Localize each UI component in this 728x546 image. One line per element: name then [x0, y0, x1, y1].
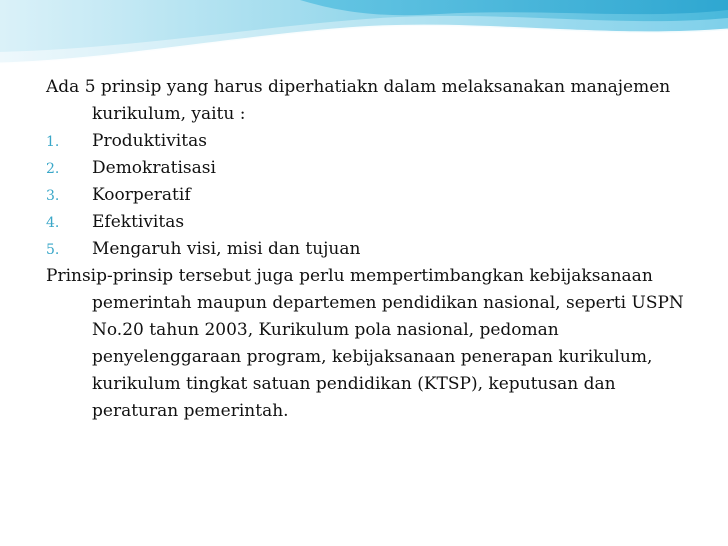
list-item-text: Produktivitas — [92, 131, 207, 151]
list-item-text: Koorperatif — [92, 185, 191, 205]
list-item-text: Efektivitas — [92, 212, 185, 232]
list-item-text: Mengaruh visi, misi dan tujuan — [92, 239, 361, 259]
list-item — [46, 236, 696, 263]
intro-paragraph: Ada 5 prinsip yang harus diperhatiakn dalam melaksanakan manajemen kurikulum, yaitu : — [46, 77, 671, 124]
list-number: 4. — [46, 215, 60, 231]
list-item — [46, 209, 696, 236]
list-item — [46, 182, 696, 209]
list-number: 3. — [46, 188, 60, 204]
wave-banner-icon — [0, 0, 728, 70]
list-number: 2. — [46, 161, 60, 177]
list-number: 1. — [46, 134, 60, 150]
list-item-text: Demokratisasi — [92, 158, 216, 178]
list-item — [46, 128, 696, 155]
principles-list — [46, 128, 696, 263]
list-item — [46, 155, 696, 182]
slide-body — [46, 74, 696, 425]
closing-paragraph: Prinsip-prinsip tersebut juga perlu mempertimbangkan kebijaksanaan pemerintah maupun departemen pendidikan nasional, seperti USPN No.20 tahun 2003, Kurikulum pola nasional, pedoman penyelenggaraan program, kebijaksanaan penerapan kurikulum, kurikulum tingkat satuan pendidikan (KTSP), keputusan dan peraturan pemerintah. — [46, 266, 684, 421]
list-number: 5. — [46, 242, 60, 258]
